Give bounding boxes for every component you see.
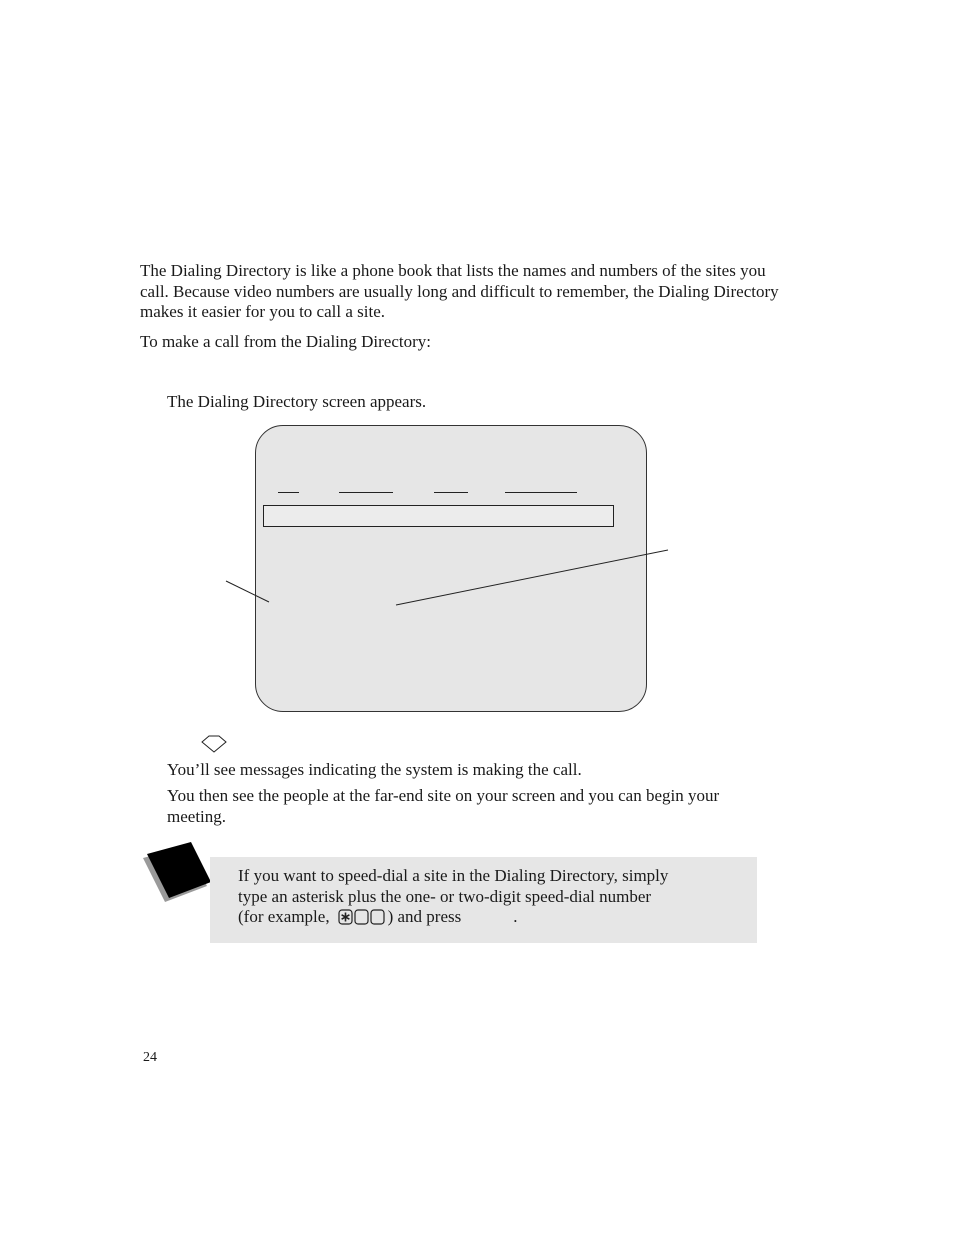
- tip-box: [210, 857, 757, 943]
- screen-appears-text: The Dialing Directory screen appears.: [167, 392, 427, 411]
- asterisk-key-icon: [338, 908, 386, 926]
- far-end-text: You then see the people at the far-end site on your screen and you can begin your meeting.: [167, 786, 720, 826]
- tip-line-3-end: .: [513, 907, 518, 926]
- tip-line-1: If you want to speed-dial a site in the Dialing Directory, simply: [238, 866, 669, 885]
- tip-line-3-after: ) and press: [387, 907, 462, 926]
- messages-text: You’ll see messages indicating the system is making the call.: [167, 760, 582, 779]
- tip-line-3: [238, 907, 738, 928]
- tip-text: [238, 866, 738, 928]
- lead-paragraph: To make a call from the Dialing Directory:: [140, 332, 432, 351]
- tip-line-3-before: (for example,: [238, 907, 330, 926]
- callout-line-right: [396, 550, 668, 605]
- note-icon: [141, 842, 213, 906]
- page-number: 24: [143, 1050, 157, 1065]
- tip-line-2: type an asterisk plus the one- or two-digit speed-dial number: [238, 886, 652, 906]
- intro-paragraph: The Dialing Directory is like a phone book that lists the names and numbers of the sites you call. Because video numbers are usually long and difficult to remember, the Dialing Directory makes it easier for you to call a site.: [140, 261, 779, 321]
- callout-line-left: [226, 581, 269, 602]
- call-key-icon: [201, 734, 227, 754]
